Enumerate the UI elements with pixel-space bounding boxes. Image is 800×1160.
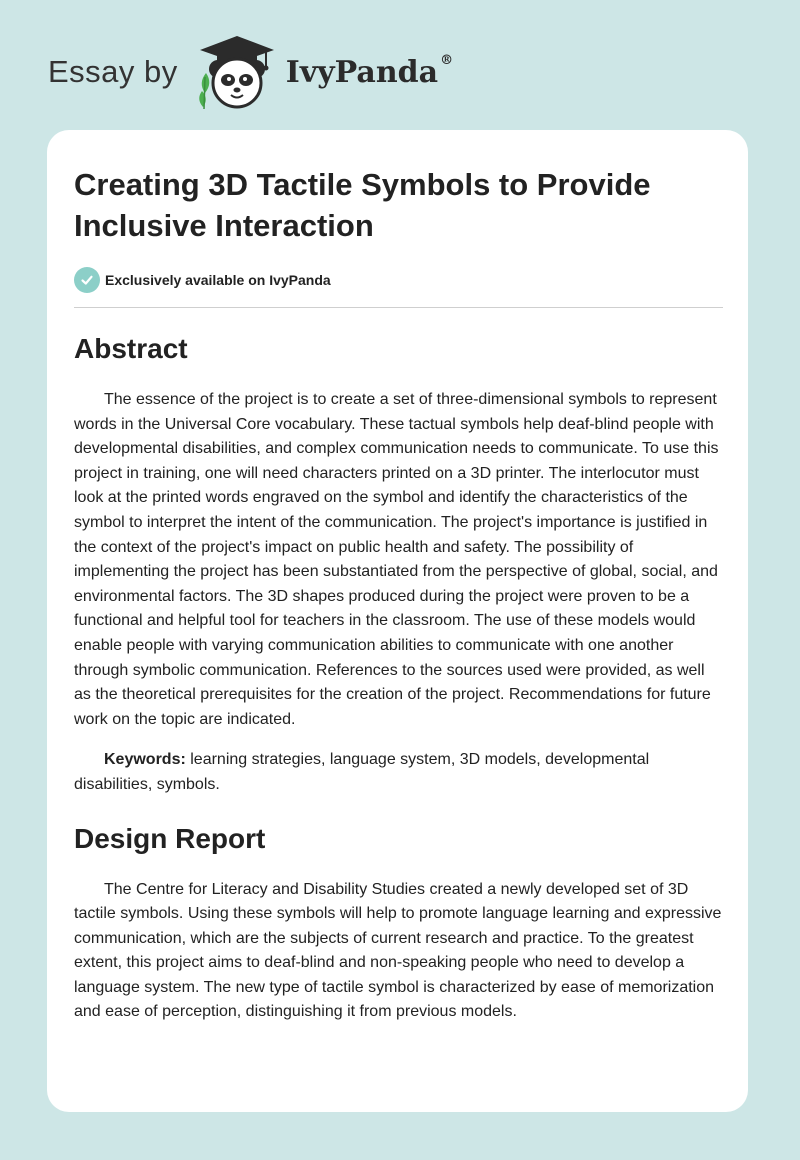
keywords-paragraph — [74, 748, 723, 797]
brand-prefix: Essay by — [48, 54, 178, 89]
exclusive-badge — [74, 267, 723, 293]
page-title: Creating 3D Tactile Symbols to Provide Inclusive Interaction — [74, 167, 651, 243]
panda-graduate-icon — [194, 33, 280, 111]
essay-card — [47, 130, 748, 1112]
design-report-heading: Design Report — [74, 822, 266, 854]
design-report-paragraph: The Centre for Literacy and Disability Studies created a newly developed set of 3D tactile symbols. Using these symbols will help to promote language learning and expressive communication, which are the subjects of current research and practice. To the greatest extent, this project aims to deaf-blind and non-speaking people who need to develop a language system. The new type of tactile symbol is characterized by ease of memorization and ease of perception, distinguishing it from previous models. — [74, 880, 722, 1021]
brand-header — [48, 32, 453, 112]
abstract-heading: Abstract — [74, 333, 188, 364]
abstract-paragraph: The essence of the project is to create a set of three-dimensional symbols to represent words in the Universal Core vocabulary. These tactual symbols help deaf-blind people with developmental disabilities, and complex communication needs to communicate. To use this project in training, one will need characters printed on a 3D printer. The interlocutor must look at the printed words engraved on the symbol and identify the characteristics of the symbol to interpret the intent of the communication. The project's importance is justified in the context of the project's impact on public health and safety. The possibility of implementing the project has been substantiated from the perspective of global, social, and environmental factors. The 3D shapes produced during the project were proven to be a functional and helpful tool for teachers in the classroom. The use of these models would enable people with varying communication abilities to communicate with one another through symbolic communication. References to the sources used were provided, as well as the theoretical prerequisites for the creation of the project. Recommendations for future work on the topic are indicated. — [74, 391, 719, 728]
keywords-label: Keywords: — [104, 751, 186, 769]
exclusive-label: Exclusively available on IvyPanda — [105, 272, 331, 288]
title-divider — [74, 307, 723, 308]
keywords-text: learning strategies, language system, 3D models, developmental disabilities, symbols. — [74, 751, 650, 793]
brand-logo-link[interactable] — [194, 33, 453, 111]
essay-content — [74, 164, 723, 1025]
brand-name — [285, 52, 454, 90]
check-icon — [74, 267, 100, 293]
registered-mark: ® — [440, 52, 454, 68]
brand-name-text: IvyPanda — [285, 54, 439, 90]
